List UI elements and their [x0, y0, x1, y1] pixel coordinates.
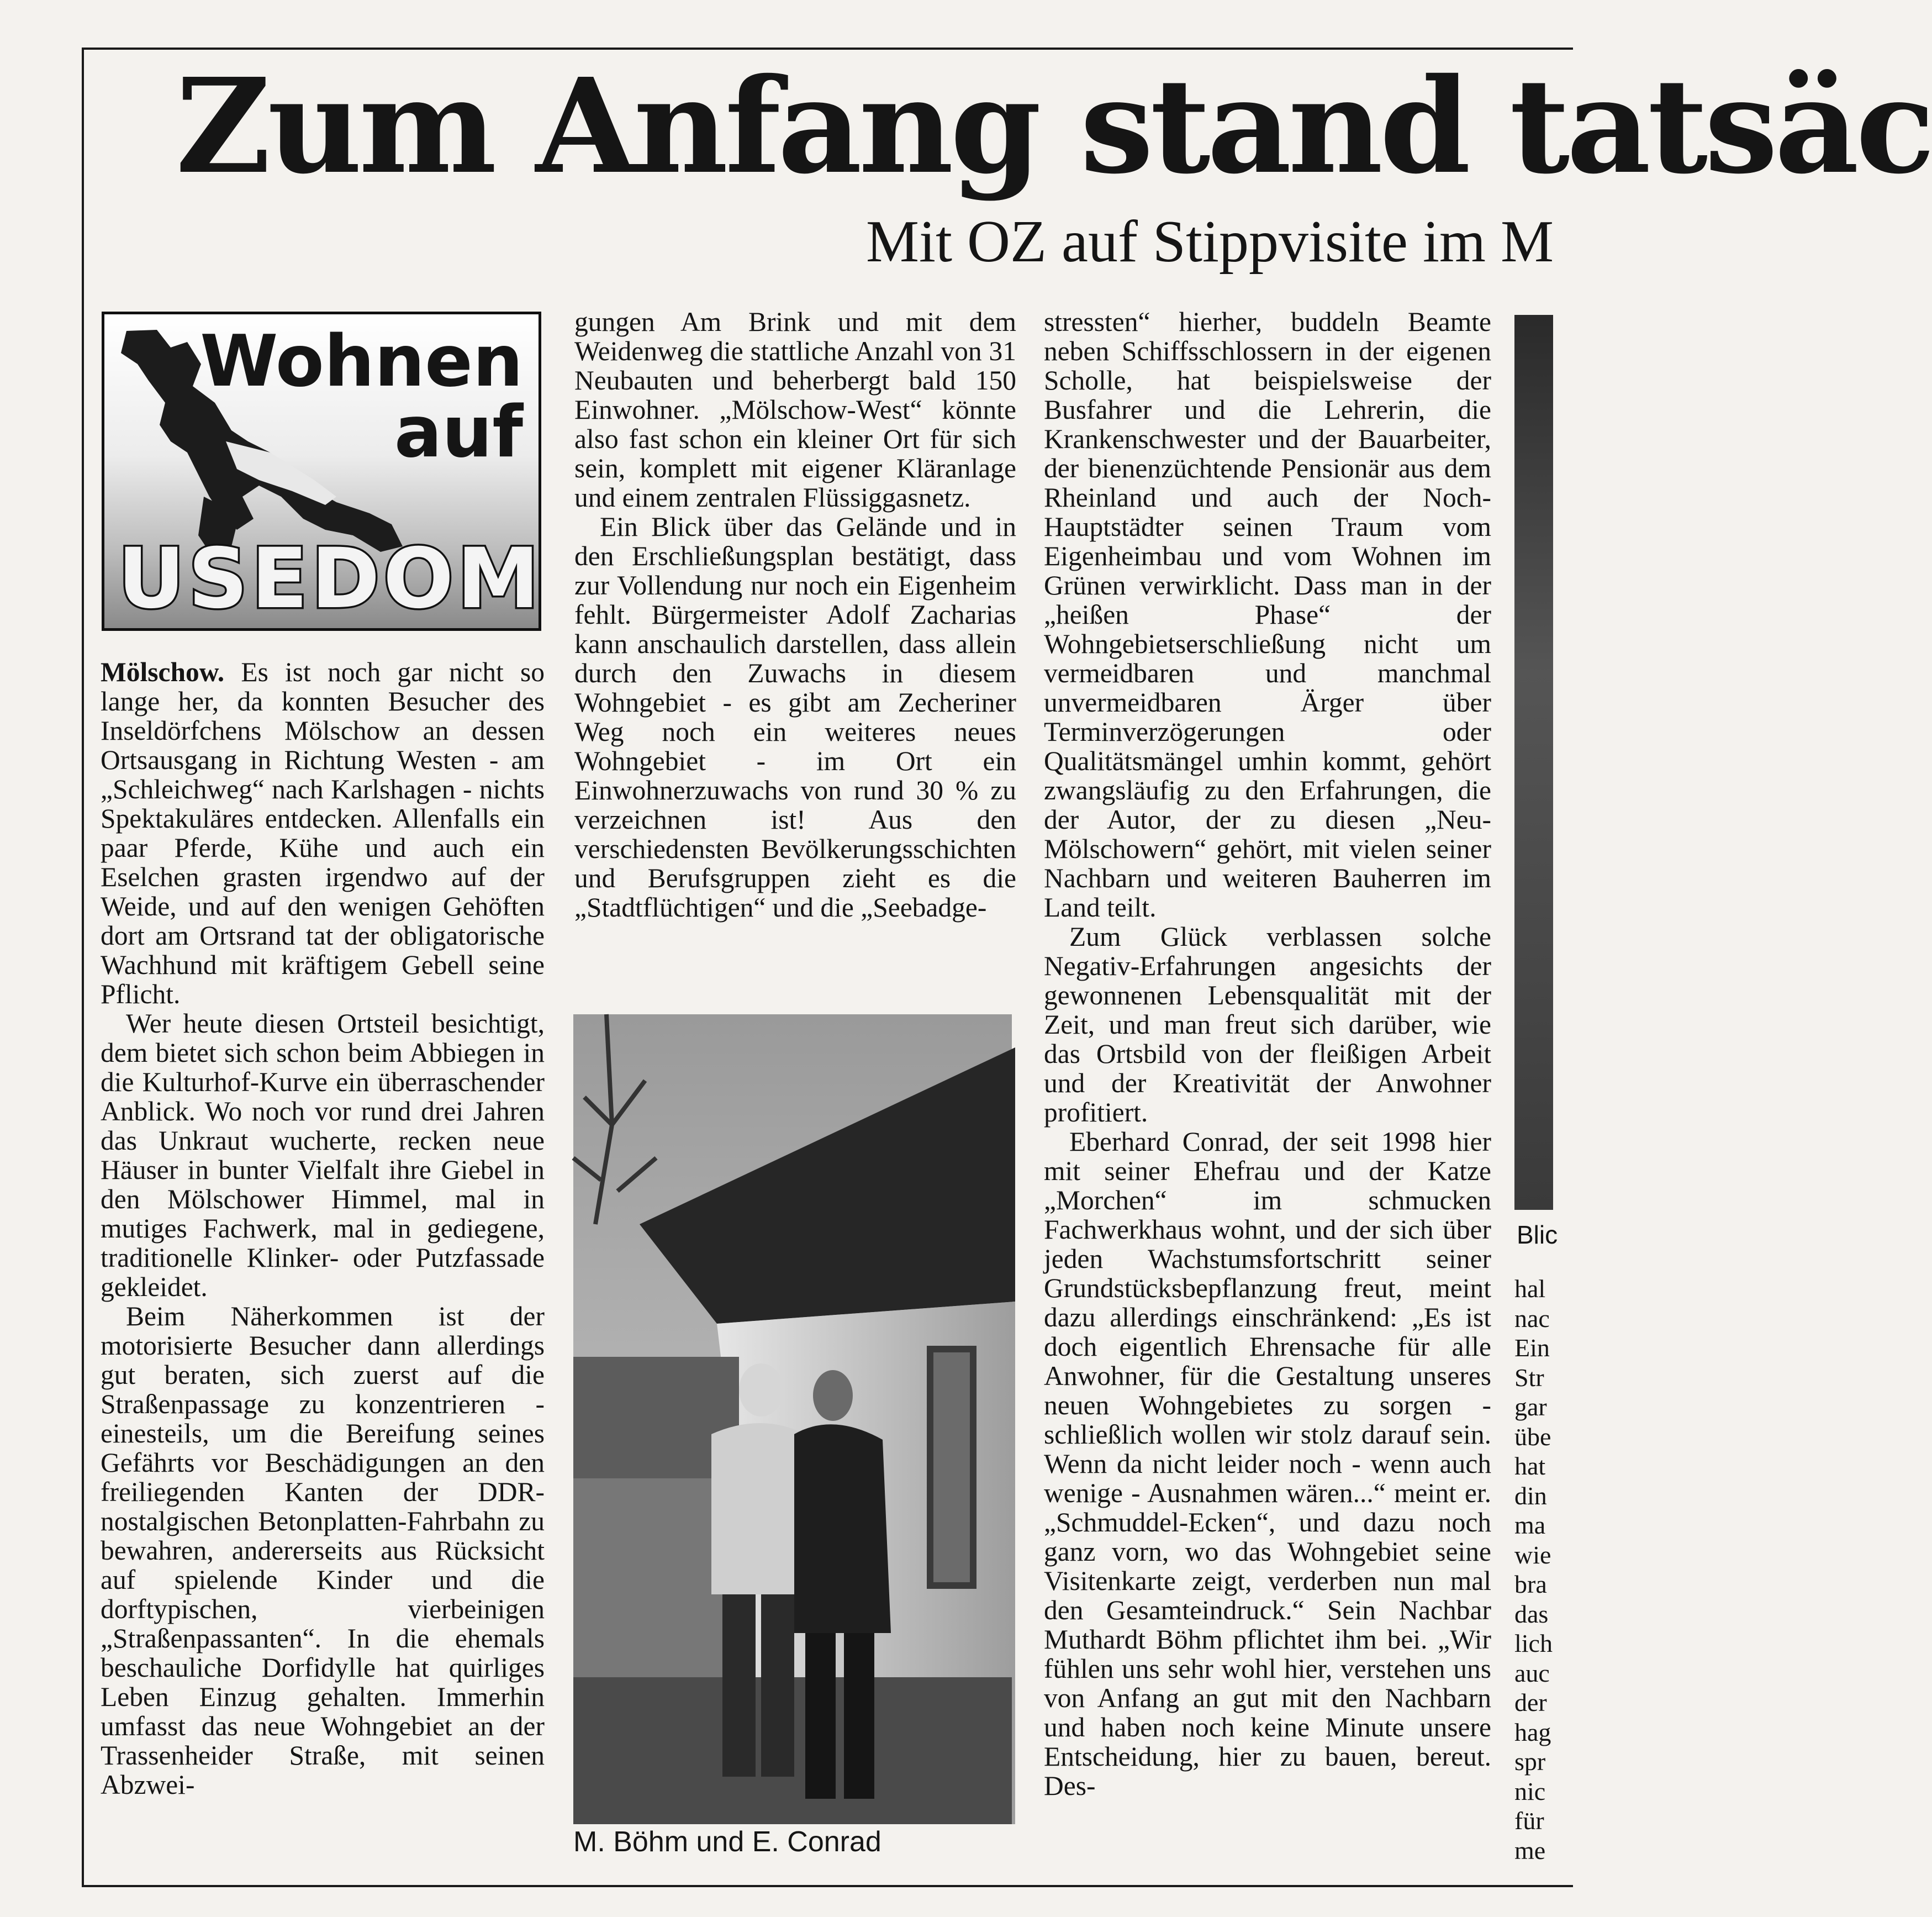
- wohnen-auf-usedom-logo: [102, 312, 541, 631]
- fragment-line: spr: [1514, 1747, 1546, 1776]
- column1-paragraph-1: Mölschow. Es ist noch gar nicht so lange her, da konnten Besucher des Inseldörfchens Mölschow an dessen Ortsausgang in Richtung Westen - am „Schleichweg“ nach Karlshagen - nichts Spektakuläres entdecken. Allenfalls ein paar Pferde, Kühe und auch ein Eselchen grasten irgendwo auf der Weide, und auf den wenigen Gehöften dort am Ortsrand tat der obligatorische Wachhund mit kräftigem Gebell seine Pflicht.: [101, 657, 545, 1009]
- photo-caption: M. Böhm und E. Conrad: [573, 1826, 881, 1858]
- fragment-line: hag: [1514, 1718, 1551, 1746]
- article-photo: [573, 1014, 1012, 1824]
- fragment-line: gar: [1514, 1393, 1547, 1421]
- fragment-line: nic: [1514, 1777, 1546, 1805]
- article-column-2: [574, 307, 1016, 987]
- fragment-line: das: [1514, 1599, 1549, 1628]
- right-photo-edge: [1514, 315, 1553, 1210]
- photo-illustration: [573, 1014, 1012, 1824]
- fragment-line: auc: [1514, 1658, 1550, 1687]
- logo-text-usedom: USEDOM: [118, 531, 543, 627]
- column3-paragraph-3: Eberhard Conrad, der seit 1998 hier mit seiner Ehefrau und der Katze „Morchen“ im schmucken Fachwerkhaus wohnt, und der sich über jeden Wachstumsfortschritt seiner Grundstücksbepflanzung freut, meint dazu allerdings einschränkend: „Es ist doch eigentlich Ehrensache für alle Anwohner, für die Gestaltung unseres neuen Wohngebietes zu sorgen - schließlich wollen wir stolz darauf sein. Wenn da nicht leider noch - wenn auch wenige - Ausnahmen wären...“ meint er. „Schmuddel-Ecken“, und dazu noch ganz vorn, wo das Wohngebiet seine Visitenkarte zeigt, verderben nun mal den Gesamteindruck.“ Sein Nachbar Muthardt Böhm pflichtet ihm bei. „Wir fühlen uns sehr wohl hier, verstehen uns von Anfang an gut mit den Nachbarn und haben noch keine Minute unsere Entscheidung, hier zu bauen, bereut. Des-: [1044, 1126, 1491, 1801]
- column1-paragraph-3: Beim Näherkommen ist der motorisierte Besucher dann allerdings gut beraten, sich zuerst auf die Straßenpassage zu konzentrieren - einesteils, um die Bereifung seines Gefährts vor Beschädigungen an den freiliegenden Kanten der DDR-nostalgischen Betonplatten-Fahrbahn zu bewahren, andererseits aus Rücksicht auf spielende Kinder und die dorftypischen, vierbeinigen „Straßenpassanten“. In die ehemals beschauliche Dorfidylle hat quirliges Leben Einzug gehalten. Immerhin umfasst das neue Wohngebiet an der Trassenheider Straße, mit seinen Abzwei-: [101, 1301, 545, 1800]
- right-photo-caption: Blic: [1517, 1220, 1558, 1249]
- article-column-3: [1044, 307, 1491, 1876]
- column2-paragraph-2: Ein Blick über das Gelände und in den Erschließungsplan bestätigt, dass zur Vollendung nur noch ein Eigenheim fehlt. Bürgermeister Adolf Zacharias kann anschaulich darstellen, dass allein durch den Zuwachs in diesem Wohngebiet - es gibt am Zecheriner Weg noch ein weiteres neues Wohngebiet - im Ort ein Einwohnerzuwachs von rund 30 % zu verzeichnen ist! Aus den verschiedensten Bevölkerungsschichten und Berufsgruppen zieht es die „Stadtflüchtigen“ und die „Seebadge-: [574, 512, 1016, 923]
- subheadline: Mit OZ auf Stippvisite im M: [866, 209, 1554, 275]
- fragment-line: lich: [1514, 1629, 1553, 1657]
- fragment-line: bra: [1514, 1570, 1547, 1598]
- column3-paragraph-2: Zum Glück verblassen solche Negativ-Erfahrungen angesichts der gewonnenen Lebensqualität mit der Zeit, und man freut sich darüber, wie das Ortsbild von der fleißigen Arbeit und der Kreativität der Anwohner profitiert.: [1044, 921, 1491, 1128]
- logo-text-wohnen: Wohnen: [200, 320, 523, 403]
- dateline-place: Mölschow.: [101, 657, 225, 687]
- fragment-line: wie: [1514, 1540, 1551, 1569]
- column2-paragraph-1: gungen Am Brink und mit dem Weidenweg die stattliche Anzahl von 31 Neubauten und beherbergt bald 150 Einwohner. „Mölschow-West“ könnte also fast schon ein kleiner Ort für sich sein, komplett mit eigener Kläranlage und einem zentralen Flüssiggasnetz.: [574, 307, 1016, 513]
- fragment-line: ma: [1514, 1511, 1546, 1539]
- fragment-line: hal: [1514, 1275, 1546, 1303]
- headline: Zum Anfang stand tatsäc: [176, 49, 1932, 203]
- fragment-line: übe: [1514, 1422, 1551, 1451]
- fragment-line: Str: [1514, 1363, 1544, 1392]
- article-column-4-fragment: [1514, 1274, 1553, 1882]
- fragment-line: für: [1514, 1807, 1544, 1835]
- fragment-line: der: [1514, 1688, 1547, 1716]
- article-column-1: [101, 657, 545, 1862]
- fragment-line: me: [1514, 1836, 1546, 1865]
- logo-text-auf: auf: [394, 391, 523, 473]
- fragment-line: din: [1514, 1481, 1547, 1510]
- fragment-line: Ein: [1514, 1334, 1550, 1362]
- column3-paragraph-1: stressten“ hierher, buddeln Beamte neben Schiffsschlossern in der eigenen Scholle, hat beispielsweise der Busfahrer und die Lehrerin, die Krankenschwester und der Bauarbeiter, der bienenzüchtende Pensionär aus dem Rheinland und auch der Noch-Hauptstädter seinen Traum vom Eigenheimbau und vom Wohnen im Grünen verwirklicht. Dass man in der „heißen Phase“ der Wohngebietserschließung nicht um vermeidbaren und manchmal unvermeidbaren Ärger über Terminverzögerungen oder Qualitätsmängel umhin kommt, gehört zwangsläufig zu den Erfahrungen, die der Autor, der zu diesen „Neu-Mölschowern“ gehört, mit vielen seiner Nachbarn und weiteren Bauherren im Land teilt.: [1044, 307, 1491, 923]
- fragment-line: hat: [1514, 1452, 1546, 1480]
- column1-paragraph-2: Wer heute diesen Ortsteil besichtigt, dem bietet sich schon beim Abbiegen in die Kulturhof-Kurve ein überraschender Anblick. Wo noch vor rund drei Jahren das Unkraut wucherte, recken neue Häuser in bunter Vielfalt ihre Giebel in den Mölschower Himmel, mal in mutiges Fachwerk, mal in gediegene, traditionelle Klinker- oder Putzfassade gekleidet.: [101, 1008, 545, 1302]
- fragment-line: nac: [1514, 1304, 1550, 1333]
